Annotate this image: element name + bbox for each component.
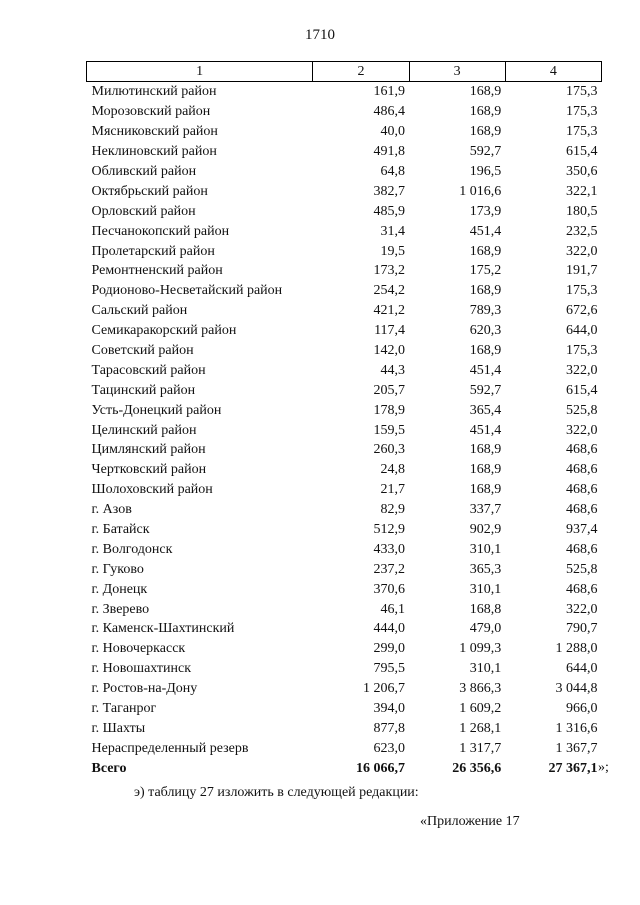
table-row [87,360,602,380]
row-value: 26 356,6 [452,760,502,776]
row-value: 205,7 [373,382,406,398]
table-row [87,559,602,579]
row-value: 254,2 [373,283,406,299]
row-value: 468,6 [566,462,598,478]
row-value: 142,0 [373,343,406,359]
row-value: 159,5 [373,422,406,438]
row-label: Обливский район [91,164,197,179]
row-value: 19,5 [380,243,406,259]
row-value: 175,3 [566,84,598,100]
row-value: 40,0 [380,124,406,140]
row-value: 644,0 [566,661,598,677]
row-value: 365,4 [469,402,502,418]
row-label: Морозовский район [91,104,211,120]
row-value: 672,6 [566,303,598,319]
row-value: 795,5 [373,661,406,677]
row-value: 322,1 [566,183,598,199]
row-value: 117,4 [374,323,406,339]
table-header-row [87,62,602,82]
row-value: 433,0 [373,541,406,557]
table-row [87,102,602,122]
row-value: 175,3 [566,283,598,299]
row-value: 322,0 [566,422,598,438]
row-label: г. Азов [91,502,132,518]
row-label: г. Шахты [91,720,146,736]
table-row [87,241,602,261]
row-label: Мясниковский район [91,124,218,140]
row-value: 479,0 [469,621,502,637]
row-label: Усть-Донецкий район [91,402,222,418]
row-label: Нераспределенный резерв [91,740,249,756]
row-value: 623,0 [373,740,406,756]
row-label: Сальский район [91,303,188,319]
row-value: 260,3 [373,442,406,458]
row-label: г. Волгодонск [91,541,173,557]
row-value: 789,3 [469,303,502,319]
table-row [87,659,602,679]
row-value: 24,8 [380,462,406,478]
table-row [87,341,602,361]
row-value: 168,9 [469,124,502,140]
row-value: 3 044,8 [555,681,598,697]
appendix-heading: «Приложение 17 [420,814,520,829]
row-label: Целинский район [91,422,197,438]
row-value: 191,7 [566,263,598,279]
row-value: 1 206,7 [363,681,406,697]
row-value: 468,6 [566,502,598,518]
row-value: 44,3 [380,362,406,378]
table-row [87,181,602,201]
row-value: 615,4 [566,144,598,160]
table-row [87,480,602,500]
table-row [87,201,602,221]
row-value: 902,9 [469,522,502,538]
row-value: 1 016,6 [459,183,502,199]
row-value: 1 268,1 [459,720,502,736]
row-value: 525,8 [566,402,598,418]
row-label: Пролетарский район [91,243,215,259]
row-label: г. Батайск [91,522,150,538]
table-row [87,82,602,102]
row-value: 168,8 [469,601,502,617]
row-value: 299,0 [373,641,406,657]
row-value: 485,9 [373,203,406,219]
row-value: 468,6 [566,482,598,498]
column-header: 1 [87,62,313,82]
row-value: 168,9 [469,283,502,299]
row-value: 525,8 [566,561,598,577]
table-row [87,738,602,758]
row-value: 173,9 [469,203,502,219]
row-value: 1 288,0 [555,641,598,657]
row-value: 382,7 [373,183,406,199]
table-row [87,321,602,341]
row-value: 451,4 [469,362,502,378]
row-value: 322,0 [566,243,598,259]
amendment-paragraph: э) таблицу 27 изложить в следующей редакции: [134,785,419,800]
row-value: 322,0 [566,601,598,617]
table-total-row [87,758,602,778]
row-value: 232,5 [566,223,598,239]
row-value: 161,9 [373,84,406,100]
table-row [87,619,602,639]
table-row [87,599,602,619]
row-value: 394,0 [373,701,406,717]
row-value: 82,9 [380,502,406,518]
row-value: 421,2 [373,303,406,319]
row-value: 310,1 [469,581,502,597]
row-value: 322,0 [566,362,598,378]
row-value: 168,9 [469,343,502,359]
row-label: г. Гуково [91,561,144,577]
table-row [87,380,602,400]
row-label: Ремонтненский район [91,263,223,279]
row-value: 168,9 [469,482,502,498]
row-label: г. Ростов-на-Дону [91,681,198,697]
row-value: 3 866,3 [459,681,502,697]
table-row [87,679,602,699]
row-value: 168,9 [469,84,502,100]
column-header: 3 [409,62,505,82]
row-value: 175,3 [566,124,598,140]
row-value: 180,5 [566,203,598,219]
table-row [87,142,602,162]
row-value: 468,6 [566,442,598,458]
row-value: 310,1 [469,541,502,557]
table-row [87,520,602,540]
table-row [87,539,602,559]
row-value: 592,7 [469,382,502,398]
row-value: 196,5 [469,164,502,179]
table-row [87,221,602,241]
table-row [87,699,602,719]
row-label: Советский район [91,343,194,359]
row-value: 237,2 [373,561,406,577]
table-row [87,440,602,460]
row-label: г. Зверево [91,601,150,617]
row-value: 27 367,1 [548,760,598,776]
closing-quote: »; [598,760,609,775]
row-value: 310,1 [469,661,502,677]
page-number: 1710 [305,27,335,43]
row-value: 486,4 [373,104,406,120]
row-value: 168,9 [469,243,502,259]
row-value: 644,0 [566,323,598,339]
row-value: 175,3 [566,104,598,120]
row-label: г. Новошахтинск [91,661,192,677]
row-value: 620,3 [469,323,502,339]
row-value: 1 609,2 [459,701,502,717]
row-value: 877,8 [373,720,406,736]
row-value: 1 317,7 [459,740,502,756]
row-value: 64,8 [380,164,406,179]
row-label: г. Новочеркасск [91,641,186,657]
row-value: 1 316,6 [555,720,598,736]
row-label: Милютинский район [91,84,217,100]
row-value: 468,6 [566,581,598,597]
row-value: 337,7 [469,502,502,518]
table-row [87,400,602,420]
row-value: 512,9 [373,522,406,538]
row-value: 451,4 [469,422,502,438]
table-row [87,639,602,659]
row-label: Тарасовский район [91,362,206,378]
row-label: Тацинский район [91,382,196,398]
row-value: 1 099,3 [459,641,502,657]
row-value: 370,6 [373,581,406,597]
row-value: 168,9 [469,442,502,458]
row-value: 615,4 [566,382,598,398]
table-body [87,82,602,779]
row-value: 46,1 [380,601,406,617]
row-label: Всего [91,760,127,776]
row-value: 168,9 [469,104,502,120]
table-row [87,162,602,182]
table-row [87,301,602,321]
row-value: 175,2 [469,263,502,279]
row-label: г. Таганрог [91,701,157,717]
table-row [87,122,602,142]
row-value: 966,0 [566,701,598,717]
row-value: 173,2 [373,263,406,279]
row-value: 21,7 [380,482,406,498]
row-value: 175,3 [566,343,598,359]
row-value: 592,7 [469,144,502,160]
row-label: Цимлянский район [91,442,206,458]
row-value: 168,9 [469,462,502,478]
row-value: 790,7 [566,621,598,637]
row-label: г. Каменск-Шахтинский [91,621,235,637]
row-value: 16 066,7 [356,760,406,776]
row-label: Орловский район [91,203,196,219]
table-row [87,719,602,739]
row-label: Семикаракорский район [91,323,237,339]
table-row [87,579,602,599]
row-label: Октябрьский район [91,183,208,199]
table-row [87,420,602,440]
row-label: Песчанокопский район [91,223,230,239]
row-value: 491,8 [373,144,406,160]
row-value: 468,6 [566,541,598,557]
table-row [87,500,602,520]
row-value: 1 367,7 [555,740,598,756]
row-value: 451,4 [469,223,502,239]
row-value: 365,3 [469,561,502,577]
column-header: 4 [505,62,601,82]
row-label: Родионово-Несветайский район [91,283,283,299]
table-row [87,281,602,301]
row-label: г. Донецк [91,581,148,597]
row-label: Неклиновский район [91,144,217,160]
column-header: 2 [313,62,409,82]
row-value: 178,9 [373,402,406,418]
table-row [87,460,602,480]
row-value: 937,4 [566,522,598,538]
row-label: Чертковский район [91,462,207,478]
row-value: 444,0 [373,621,406,637]
budget-table [86,61,602,778]
row-label: Шолоховский район [91,482,213,498]
row-value: 350,6 [566,164,598,179]
table-row [87,261,602,281]
row-value: 31,4 [380,223,406,239]
